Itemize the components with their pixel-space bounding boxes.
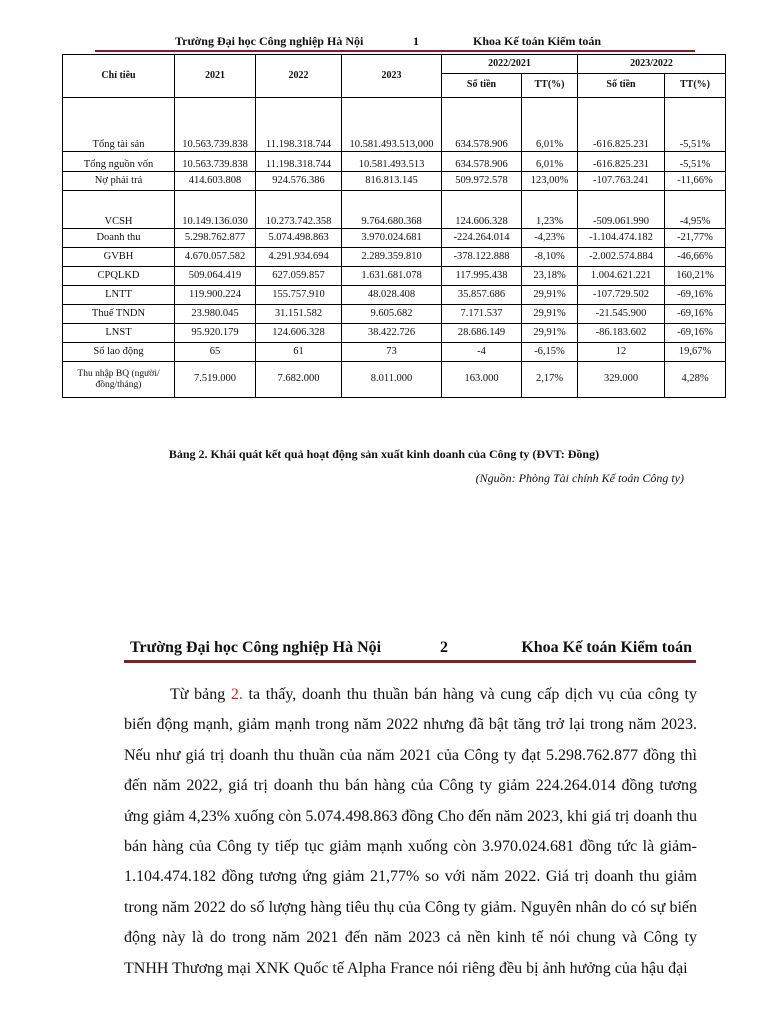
table-source: (Nguồn: Phòng Tài chính Kế toán Công ty) bbox=[475, 471, 684, 485]
cell-p1: 2,17% bbox=[522, 362, 578, 398]
cell-v2023: 38.422.726 bbox=[342, 324, 442, 343]
cell-d2: -107.729.502 bbox=[578, 286, 665, 305]
paragraph-text: Từ bảng bbox=[170, 686, 231, 703]
cell-v2022: 627.059.857 bbox=[256, 267, 342, 286]
row-label: LNTT bbox=[63, 286, 175, 305]
row-label: VCSH bbox=[63, 191, 175, 229]
header-cmp-2023-2022: 2023/2022 bbox=[578, 55, 726, 74]
row-label: GVBH bbox=[63, 248, 175, 267]
cell-p2: 160,21% bbox=[665, 267, 726, 286]
table-row bbox=[63, 172, 726, 191]
cell-v2022: 61 bbox=[256, 343, 342, 362]
cell-v2023: 3.970.024.681 bbox=[342, 229, 442, 248]
cell-d1: 509.972.578 bbox=[442, 172, 522, 191]
cell-v2022: 10.273.742.358 bbox=[256, 191, 342, 229]
cell-v2021: 95.920.179 bbox=[175, 324, 256, 343]
header-school: Trường Đại học Công nghiệp Hà Nội bbox=[130, 639, 382, 656]
cell-v2023: 8.011.000 bbox=[342, 362, 442, 398]
cell-p1: 6,01% bbox=[522, 98, 578, 152]
cell-p2: -69,16% bbox=[665, 305, 726, 324]
cell-v2021: 10.149.136.030 bbox=[175, 191, 256, 229]
cell-p1: 29,91% bbox=[522, 305, 578, 324]
cell-d1: -4 bbox=[442, 343, 522, 362]
header-indicator: Chỉ tiêu bbox=[63, 55, 175, 98]
cell-v2022: 4.291.934.694 bbox=[256, 248, 342, 267]
cell-v2023: 10.581.493.513,000 bbox=[342, 98, 442, 152]
cell-d2: -21.545.900 bbox=[578, 305, 665, 324]
header-cmp-2022-2021: 2022/2021 bbox=[442, 55, 578, 74]
cell-d2: 329.000 bbox=[578, 362, 665, 398]
cell-v2021: 23.980.045 bbox=[175, 305, 256, 324]
table-row bbox=[63, 98, 726, 152]
cell-v2022: 7.682.000 bbox=[256, 362, 342, 398]
cell-p1: -4,23% bbox=[522, 229, 578, 248]
cell-p2: 19,67% bbox=[665, 343, 726, 362]
cell-d2: -2.002.574.884 bbox=[578, 248, 665, 267]
header-page-number: 1 bbox=[413, 34, 419, 48]
cell-p2: -69,16% bbox=[665, 324, 726, 343]
page1-header bbox=[95, 34, 695, 50]
cell-p1: 6,01% bbox=[522, 152, 578, 172]
header-amount: Số tiền bbox=[442, 74, 522, 98]
table-reference-link[interactable]: 2. bbox=[230, 686, 243, 703]
header-department: Khoa Kế toán Kiểm toán bbox=[521, 639, 692, 656]
cell-p1: 23,18% bbox=[522, 267, 578, 286]
table-row bbox=[63, 286, 726, 305]
cell-v2021: 509.064.419 bbox=[175, 267, 256, 286]
cell-v2021: 10.563.739.838 bbox=[175, 152, 256, 172]
financial-summary-table bbox=[62, 54, 726, 398]
cell-v2021: 65 bbox=[175, 343, 256, 362]
cell-v2023: 9.605.682 bbox=[342, 305, 442, 324]
cell-p2: 4,28% bbox=[665, 362, 726, 398]
cell-d1: 28.686.149 bbox=[442, 324, 522, 343]
table-row bbox=[63, 267, 726, 286]
cell-v2022: 11.198.318.744 bbox=[256, 98, 342, 152]
cell-v2023: 48.028.408 bbox=[342, 286, 442, 305]
header-2023: 2023 bbox=[342, 55, 442, 98]
cell-d1: -224.264.014 bbox=[442, 229, 522, 248]
cell-d2: 12 bbox=[578, 343, 665, 362]
row-label: Tổng nguồn vốn bbox=[63, 152, 175, 172]
cell-d1: 124.606.328 bbox=[442, 191, 522, 229]
cell-v2022: 155.757.910 bbox=[256, 286, 342, 305]
cell-d1: 7.171.537 bbox=[442, 305, 522, 324]
table-row bbox=[63, 248, 726, 267]
cell-d2: -616.825.231 bbox=[578, 98, 665, 152]
cell-d2: -509.061.990 bbox=[578, 191, 665, 229]
row-label: LNST bbox=[63, 324, 175, 343]
cell-d1: 634.578.906 bbox=[442, 98, 522, 152]
header-amount: Số tiền bbox=[578, 74, 665, 98]
cell-d1: 163.000 bbox=[442, 362, 522, 398]
row-label: Số lao động bbox=[63, 343, 175, 362]
cell-d1: -378.122.888 bbox=[442, 248, 522, 267]
table-row bbox=[63, 152, 726, 172]
header-pct: TT(%) bbox=[522, 74, 578, 98]
cell-v2022: 11.198.318.744 bbox=[256, 152, 342, 172]
cell-d1: 35.857.686 bbox=[442, 286, 522, 305]
cell-v2023: 9.764.680.368 bbox=[342, 191, 442, 229]
cell-d2: -107.763.241 bbox=[578, 172, 665, 191]
cell-v2023: 10.581.493.513 bbox=[342, 152, 442, 172]
cell-v2021: 414.603.808 bbox=[175, 172, 256, 191]
cell-v2021: 10.563.739.838 bbox=[175, 98, 256, 152]
cell-d2: -86.183.602 bbox=[578, 324, 665, 343]
paragraph-text: ta thấy, doanh thu thuần bán hàng và cung cấp dịch vụ của công ty biến động mạnh, giảm mạnh trong năm 2022 nhưng đã bật tăng trở lại trong năm 2023. Nếu như giá trị doanh thu thuần của năm 2021 của Công ty đạt 5.298.762.877 đồng thì đến năm 2022, giá trị doanh thu bán hàng của Công ty giảm 224.264.014 đồng tương ứng giảm 4,23% xuống còn 5.074.498.863 đồng Cho đến năm 2023, khi giá trị doanh thu bán hàng của Công ty tiếp tục giảm mạnh xuống còn 3.970.024.681 đồng tức là giảm-1.104.474.182 đồng tương ứng giảm 21,77% so với năm 2022. Giá trị doanh thu giảm trong năm 2022 do số lượng hàng tiêu thụ của Công ty giảm. Nguyên nhân do có sự biến động này là do trong năm 2021 đến năm 2023 cả nền kinh tế nói chung và Công ty TNHH Thương mại XNK Quốc tế Alpha France nói riêng đều bị ảnh hưởng của hậu đại bbox=[124, 686, 697, 977]
cell-v2023: 816.813.145 bbox=[342, 172, 442, 191]
header-2021: 2021 bbox=[175, 55, 256, 98]
cell-p2: -5,51% bbox=[665, 98, 726, 152]
cell-v2023: 73 bbox=[342, 343, 442, 362]
cell-d1: 117.995.438 bbox=[442, 267, 522, 286]
row-label: Tổng tài sản bbox=[63, 98, 175, 152]
cell-p1: 29,91% bbox=[522, 324, 578, 343]
header-page-number: 2 bbox=[440, 639, 448, 656]
table-row bbox=[63, 343, 726, 362]
cell-p1: 123,00% bbox=[522, 172, 578, 191]
cell-v2023: 1.631.681.078 bbox=[342, 267, 442, 286]
table-row bbox=[63, 305, 726, 324]
cell-d2: -616.825.231 bbox=[578, 152, 665, 172]
cell-p1: 29,91% bbox=[522, 286, 578, 305]
cell-v2021: 4.670.057.582 bbox=[175, 248, 256, 267]
row-label: Doanh thu bbox=[63, 229, 175, 248]
cell-p2: -21,77% bbox=[665, 229, 726, 248]
cell-v2023: 2.289.359.810 bbox=[342, 248, 442, 267]
body-paragraph bbox=[124, 680, 697, 984]
cell-p2: -46,66% bbox=[665, 248, 726, 267]
cell-d2: -1.104.474.182 bbox=[578, 229, 665, 248]
table-row bbox=[63, 229, 726, 248]
header-rule bbox=[124, 660, 696, 663]
cell-p1: -6,15% bbox=[522, 343, 578, 362]
header-2022: 2022 bbox=[256, 55, 342, 98]
header-department: Khoa Kế toán Kiểm toán bbox=[473, 34, 601, 48]
cell-p2: -4,95% bbox=[665, 191, 726, 229]
row-label: Nợ phải trả bbox=[63, 172, 175, 191]
cell-v2022: 924.576.386 bbox=[256, 172, 342, 191]
table-caption: Bảng 2. Khái quát kết quả hoạt động sản xuất kinh doanh của Công ty (ĐVT: Đồng) bbox=[168, 447, 600, 461]
cell-p2: -69,16% bbox=[665, 286, 726, 305]
header-pct: TT(%) bbox=[665, 74, 726, 98]
header-rule bbox=[95, 50, 695, 52]
cell-v2021: 5.298.762.877 bbox=[175, 229, 256, 248]
cell-v2022: 31.151.582 bbox=[256, 305, 342, 324]
cell-p2: -11,66% bbox=[665, 172, 726, 191]
cell-d1: 634.578.906 bbox=[442, 152, 522, 172]
row-label: CPQLKD bbox=[63, 267, 175, 286]
cell-d2: 1.004.621.221 bbox=[578, 267, 665, 286]
cell-p1: 1,23% bbox=[522, 191, 578, 229]
cell-p1: -8,10% bbox=[522, 248, 578, 267]
table-row bbox=[63, 362, 726, 398]
cell-v2022: 124.606.328 bbox=[256, 324, 342, 343]
header-school: Trường Đại học Công nghiệp Hà Nội bbox=[175, 34, 364, 48]
cell-v2021: 119.900.224 bbox=[175, 286, 256, 305]
cell-p2: -5,51% bbox=[665, 152, 726, 172]
row-label: Thu nhập BQ (người/đồng/tháng) bbox=[63, 362, 175, 398]
table-row bbox=[63, 324, 726, 343]
table-row bbox=[63, 191, 726, 229]
cell-v2022: 5.074.498.863 bbox=[256, 229, 342, 248]
page2-header bbox=[128, 639, 694, 661]
row-label: Thuế TNDN bbox=[63, 305, 175, 324]
cell-v2021: 7.519.000 bbox=[175, 362, 256, 398]
